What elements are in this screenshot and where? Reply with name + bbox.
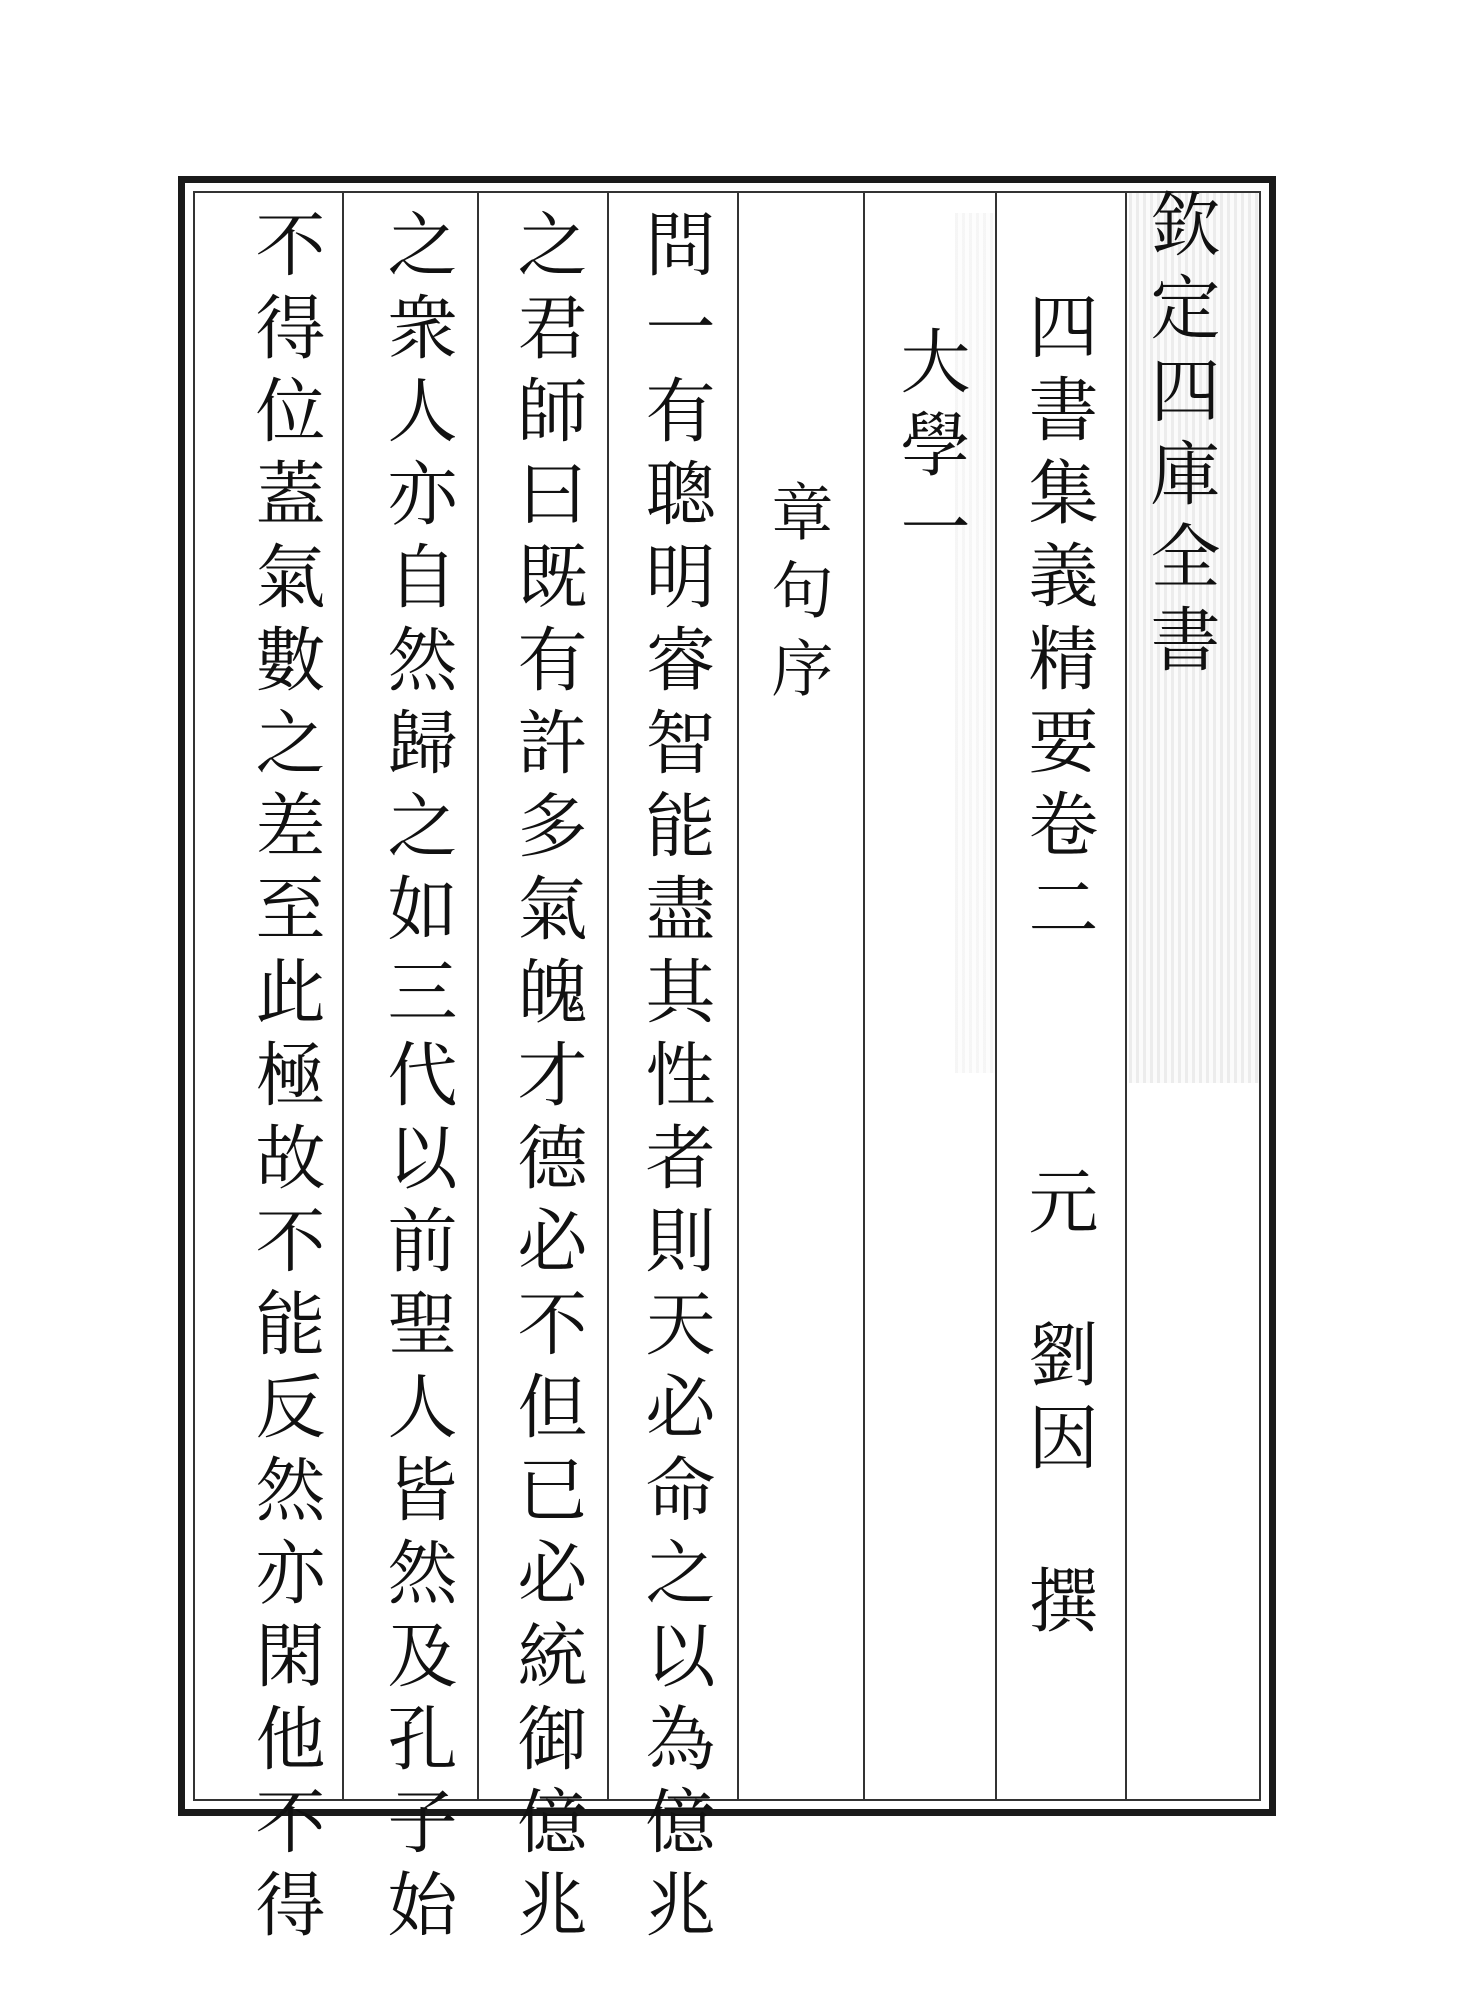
author-line [1008,1165,1109,1647]
author-name: 劉因 [1017,1318,1099,1484]
column-rule [737,193,739,1799]
column-rule [1125,193,1127,1799]
page-frame [178,176,1276,1816]
column-rule [607,193,609,1799]
author-role: 撰 [1017,1564,1099,1647]
text-column-3: 之衆人亦自然歸之如三代以前聖人皆然及孔子始 [376,208,458,1951]
section-heading: 大學一 [889,325,971,574]
column-rule [477,193,479,1799]
column-rule [342,193,344,1799]
subsection-heading: 章句序 [761,480,834,714]
page-number [182,1500,208,1531]
text-column-2: 之君師曰既有許多氣魄才德必不但已必統御億兆 [506,208,588,1951]
author-dynasty: 元 [1017,1165,1099,1248]
text-column-4: 不得位蓋氣數之差至此極故不能反然亦閑他不得 [244,208,326,1951]
column-rule [995,193,997,1799]
collection-title: 欽定四庫全書 [1139,188,1221,686]
book-title: 四書集義精要卷二 [1017,290,1099,954]
text-column-1: 問一有聰明睿智能盡其性者則天必命之以為億兆 [634,208,716,1951]
column-rule [863,193,865,1799]
